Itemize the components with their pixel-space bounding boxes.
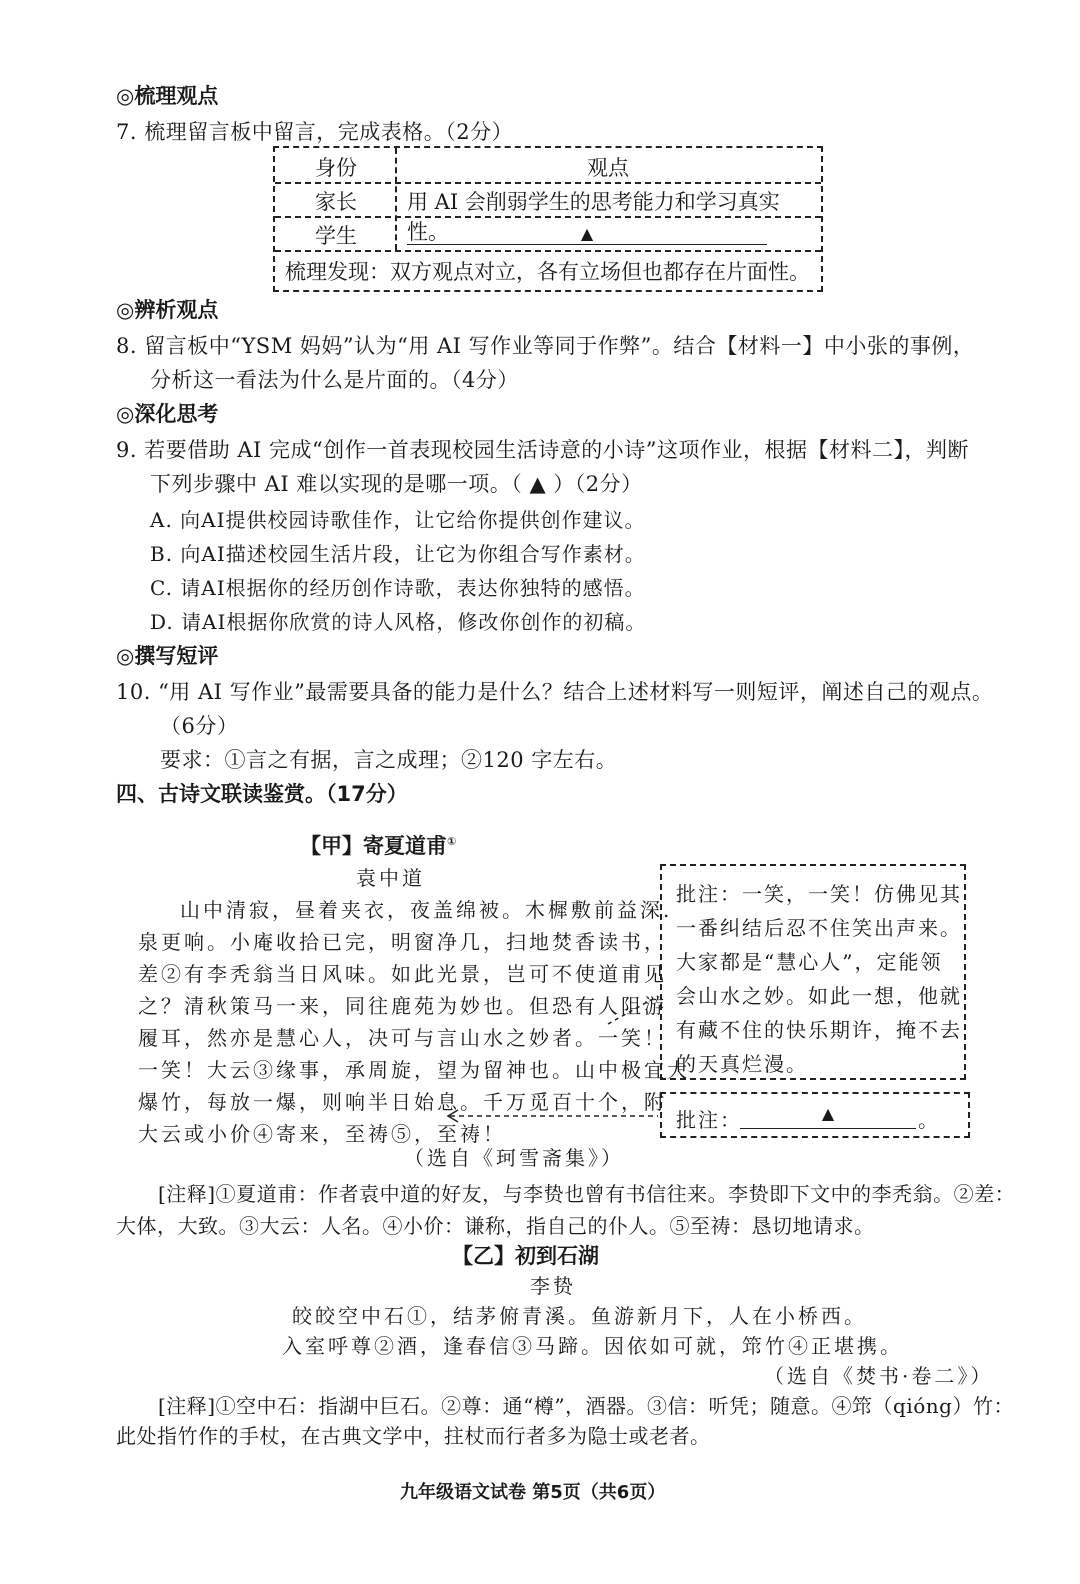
note-line-2: 一番纠结后忍不住笑出声来。 xyxy=(676,916,962,940)
question-10-line1: 10. “用 AI 写作业”最需要具备的能力是什么？结合上述材料写一则短评，阐述自己的观点。 xyxy=(116,680,994,704)
section-heading-write-review: ◎撰写短评 xyxy=(116,644,219,668)
q7-table xyxy=(273,146,823,292)
question-8-line2: 分析这一看法为什么是片面的。（4分） xyxy=(150,368,519,392)
question-8-line1: 8. 留言板中“YSM 妈妈”认为“用 AI 写作业等同于作弊”。结合【材料一】中小张的事例， xyxy=(116,334,975,358)
question-9-line2: 下列步骤中 AI 难以实现的是哪一项。（ ▲ ）（2分） xyxy=(150,472,643,496)
annotation-answer-box xyxy=(660,1092,970,1138)
table-header-identity: 身份 xyxy=(315,156,357,180)
table-cell-student-view-blank[interactable] xyxy=(407,220,767,245)
jia-line-7: 爆竹，每放一爆，则响半日始息。千万觅百十个，附 xyxy=(138,1090,667,1114)
jia-line-2: 泉更响。小庵收拾已完，明窗净几，扫地焚香读书， xyxy=(138,930,667,954)
option-a[interactable]: A. 向AI提供校园诗歌佳作，让它给你提供创作建议。 xyxy=(150,508,646,532)
note2-label: 批注： xyxy=(676,1108,742,1132)
note-line-1: 批注：一笑，一笑！仿佛见其 xyxy=(676,882,962,906)
jia-line-5: 履耳，然亦是慧心人，决可与言山水之妙者。一笑！ xyxy=(138,1026,667,1050)
note-line-4: 会山水之妙。如此一想，他就 xyxy=(676,984,962,1008)
annotation-box xyxy=(660,864,966,1080)
jia-source: （选自《珂雪斋集》） xyxy=(404,1146,624,1170)
annotation-arrow-icon xyxy=(440,1100,662,1130)
yi-title: 【乙】初到石湖 xyxy=(452,1244,599,1268)
table-header-view: 观点 xyxy=(587,156,629,180)
option-c[interactable]: C. 请AI根据你的经历创作诗歌，表达你独特的感悟。 xyxy=(150,576,646,600)
yi-line-2: 入室呼尊②酒，逢春信③马蹄。因依如可就，筇竹④正堪携。 xyxy=(282,1334,903,1358)
question-7: 7. 梳理留言板中留言，完成表格。（2分） xyxy=(116,120,514,144)
section-heading-sort-views: ◎梳理观点 xyxy=(116,84,219,108)
question-10-line2: （6分） xyxy=(160,714,239,738)
jia-notes-line2: 大体，大致。③大云：人名。④小价：谦称，指自己的仆人。⑤至祷：恳切地请求。 xyxy=(116,1214,875,1238)
yi-notes-line2: 此处指竹作的手杖，在古典文学中，拄杖而行者多为隐士或老者。 xyxy=(116,1424,711,1448)
table-cell-parent-view: 用 AI 会削弱学生的思考能力和学习真实性。 xyxy=(407,190,780,244)
note-line-5: 有藏不住的快乐期许，掩不去 xyxy=(676,1018,962,1042)
jia-title: 【甲】寄夏道甫① xyxy=(300,834,457,858)
question-10-requirement: 要求：①言之有据，言之成理；②120 字左右。 xyxy=(160,748,618,772)
note2-end: 。 xyxy=(918,1108,940,1132)
note-line-6: 的天真烂漫。 xyxy=(676,1052,808,1076)
option-d[interactable]: D. 请AI根据你欣赏的诗人风格，修改你创作的初稿。 xyxy=(150,610,647,634)
yi-notes-line1: [注释]①空中石：指湖中巨石。②尊：通“樽”，酒器。③信：听凭；随意。④筇（qióng）竹： xyxy=(158,1394,1014,1418)
part-four-heading: 四、古诗文联读鉴赏。（17分） xyxy=(116,782,408,806)
section-heading-deepen-thinking: ◎深化思考 xyxy=(116,402,219,426)
yi-source: （选自《焚书·卷二》） xyxy=(764,1364,994,1388)
page-footer: 九年级语文试卷 第5页（共6页） xyxy=(400,1482,666,1503)
table-footer-finding: 梳理发现：双方观点对立，各有立场但也都存在片面性。 xyxy=(285,260,810,284)
jia-line-4: 之？清秋策马一来，同往鹿苑为妙也。但恐有人阻游 xyxy=(138,994,667,1018)
answer-marker-icon: ▲ xyxy=(821,1104,835,1123)
table-cell-parent: 家长 xyxy=(315,190,357,214)
note2-answer-blank[interactable] xyxy=(740,1104,916,1129)
annotation-connector-icon xyxy=(604,990,662,1030)
jia-author: 袁中道 xyxy=(356,866,425,890)
question-9-line1: 9. 若要借助 AI 完成“创作一首表现校园生活诗意的小诗”这项作业，根据【材料二】，判断 xyxy=(116,438,969,462)
note-line-3: 大家都是“慧心人”，定能领 xyxy=(676,950,943,974)
answer-marker-icon: ▲ xyxy=(580,224,594,243)
jia-line-1: 山中清寂，昼着夹衣，夜盖绵被。木樨敷前益深. xyxy=(180,898,673,922)
yi-author: 李贽 xyxy=(530,1274,576,1298)
table-cell-student: 学生 xyxy=(315,224,357,248)
jia-line-6: 一笑！大云③缘事，承周旋，望为留神也。山中极宜大 xyxy=(138,1058,690,1082)
jia-line-3: 差②有李秃翁当日风味。如此光景，岂可不使道甫见 xyxy=(138,962,667,986)
section-heading-analyze-views: ◎辨析观点 xyxy=(116,298,219,322)
jia-notes-line1: [注释]①夏道甫：作者袁中道的好友，与李贽也曾有书信往来。李贽即下文中的李秃翁。②差： xyxy=(158,1182,1016,1206)
jia-line-8: 大云或小价④寄来，至祷⑤，至祷！ xyxy=(138,1122,506,1146)
option-b[interactable]: B. 向AI描述校园生活片段，让它为你组合写作素材。 xyxy=(150,542,646,566)
yi-line-1: 皎皎空中石①，结茅俯青溪。鱼游新月下，人在小桥西。 xyxy=(292,1304,867,1328)
